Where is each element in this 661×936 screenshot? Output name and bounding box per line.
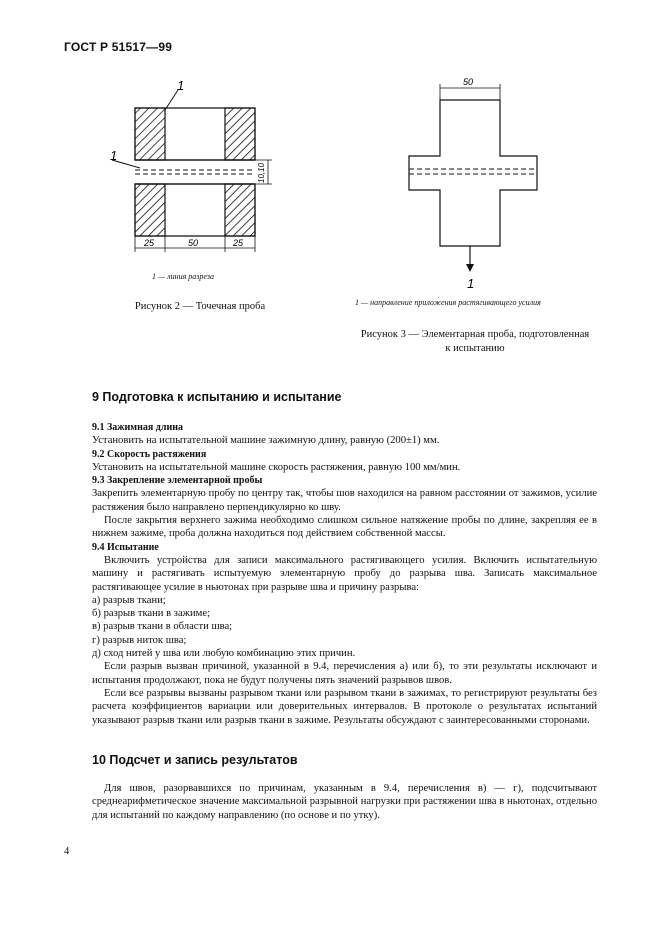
fig2-dim-right: 25 (233, 238, 244, 248)
figure-3-caption-line1: Рисунок 3 — Элементарная проба, подготовленная (360, 329, 590, 340)
list-item: б) разрыв ткани в зажиме; (92, 608, 210, 620)
section-9-title: 9 Подготовка к испытанию и испытание (92, 390, 342, 404)
s94-p1: Включить устройства для записи максимального растягивающего усилия. Включить испытательную машину и растягивать испытуемую элементарную пробу до разрыва шва. Записать максимальное растягивающее усилие в ньютонах при разрыве шва и причину разрыва: (92, 554, 597, 593)
fig2-dim-mid: 50 (188, 238, 199, 248)
figure-2-note: 1 — линия разреза (152, 272, 214, 281)
fig2-hatch-br (225, 184, 255, 236)
section-10-title: 10 Подсчет и запись результатов (92, 753, 298, 767)
s93-p2: После закрытия верхнего зажима необходимо слишком сильное натяжение пробы по длине, закрепляя ее в нижнем зажиме, проба должна находиться под действием собственной массы. (92, 515, 597, 540)
figure-3-caption-line2: к испытанию (445, 343, 505, 354)
figure-3-caption (340, 328, 610, 356)
fig2-dim-left: 25 (144, 238, 155, 248)
s92-title: 9.2 Скорость растяжения (92, 448, 207, 460)
figure-2-caption: Рисунок 2 — Точечная проба (134, 301, 266, 312)
list-item: г) разрыв ниток шва; (92, 634, 187, 646)
fig2-callout-top: 1 (177, 80, 185, 93)
figure-3-note: 1 — направление приложения растягивающего усилия (355, 298, 541, 307)
document-header: ГОСТ Р 51517—99 (64, 40, 173, 54)
s91-text: Установить на испытательной машине зажимную длину, равную (200±1) мм. (92, 435, 440, 447)
list-item: а) разрыв ткани; (92, 594, 166, 606)
fig2-hatch-tr (225, 108, 255, 160)
s10-p1: Для швов, разорвавшихся по причинам, указанным в 9.4, перечисления в) — г), подсчитывают среднеарифметическое значение максимальной разрывной нагрузки при растяжении шва в ньютонах, отдельно для испытаний по каждому направлению (по основе и по утку). (92, 783, 597, 821)
figure-3-drawing (395, 72, 555, 292)
s92-text: Установить на испытательной машине скорость растяжения, равную 100 мм/мин. (92, 461, 461, 473)
s94-title: 9.4 Испытание (92, 541, 159, 553)
s93-p1: Закрепить элементарную пробу по центру так, чтобы шов находился на равном расстоянии от зажимов, усилие растяжения было направлено перпендикулярно ко шву. (92, 488, 597, 513)
fig3-arrow (466, 264, 474, 272)
fig2-hatch-bl (135, 184, 165, 236)
s94-p2: Если разрыв вызван причиной, указанной в 9.4, перечисления а) или б), то эти результаты исключают и испытания продолжают, пока не будут получены пять значений разрывов швов. (92, 661, 597, 686)
page-number: 4 (64, 846, 70, 857)
fig3-dim-top: 50 (463, 77, 474, 87)
s94-p3: Если все разрывы вызваны разрывом ткани или разрывом ткани в зажимах, то регистрируют результаты без расчета коэффициентов вариации или доверительных интервалов. В протоколе о результатах испытаний указывают разрыв ткани или разрыв ткани в зажиме. Результаты обсуждают с заинтересованными сторонами. (92, 687, 597, 726)
figure-2-drawing (100, 80, 300, 260)
fig3-arrow-label: 1 (467, 276, 475, 291)
s93-title: 9.3 Закрепление элементарной пробы (92, 475, 263, 487)
fig3-outline (409, 100, 537, 246)
fig2-dim-vertical: 10,10 (257, 162, 266, 183)
s91-title: 9.1 Зажимная длина (92, 422, 183, 433)
fig2-callout-left: 1 (110, 148, 118, 163)
fig2-hatch-tl (135, 108, 165, 160)
list-item: в) разрыв ткани в области шва; (92, 621, 233, 633)
section-10-body (92, 782, 597, 822)
section-9-body (92, 421, 597, 727)
list-item: д) сход нитей у шва или любую комбинацию этих причин. (92, 648, 356, 660)
